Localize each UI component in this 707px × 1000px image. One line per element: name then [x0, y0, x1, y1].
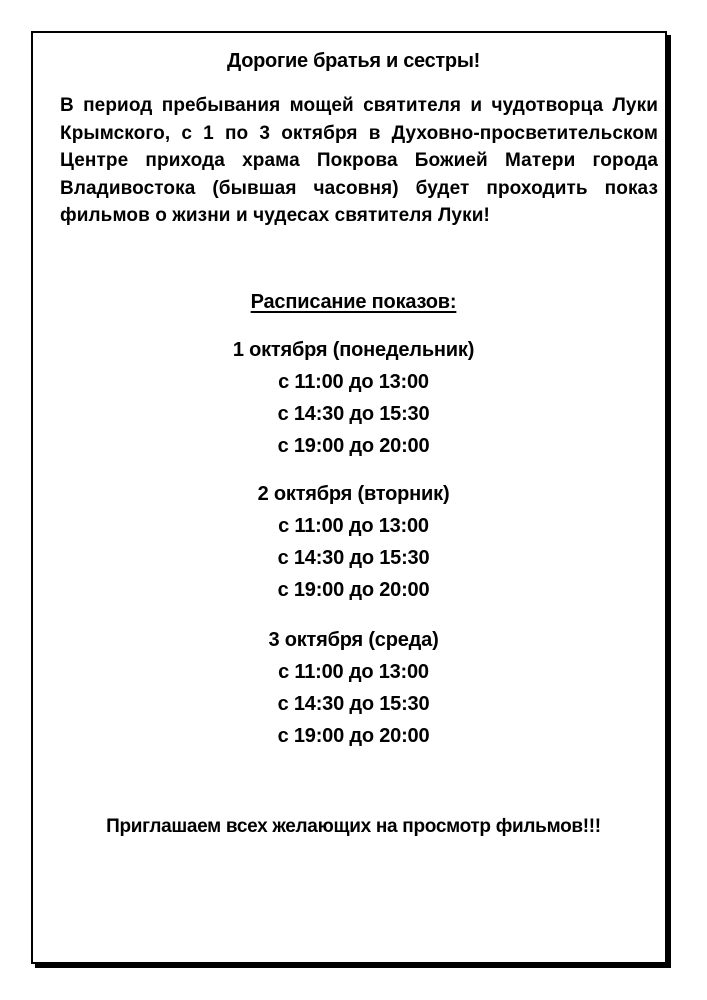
- time-slot: с 19:00 до 20:00: [277, 435, 430, 457]
- time-slot: с 11:00 до 13:00: [278, 661, 429, 683]
- day-date: 3 октября (среда): [268, 629, 439, 651]
- intro-paragraph: В период пребывания мощей святителя и чудотворца Луки Крымского, с 1 по 3 октября в Духовно-просветительском Центре прихода храма Покрова Божией Матери города Владивостока (бывшая часовня) будет проходить показ фильмов о жизни и чудесах святителя Луки!: [60, 95, 658, 226]
- time-slot: с 11:00 до 13:00: [278, 371, 429, 393]
- time-slot: с 19:00 до 20:00: [277, 579, 430, 601]
- schedule-day-2: [0, 478, 707, 606]
- day-date: 1 октября (понедельник): [232, 339, 475, 361]
- invitation-text: Приглашаем всех желающих на просмотр фильмов!!!: [106, 816, 601, 837]
- time-slot: с 19:00 до 20:00: [277, 725, 430, 747]
- time-slot: с 14:30 до 15:30: [277, 693, 430, 715]
- schedule-day-1: [0, 334, 707, 462]
- time-slot: с 14:30 до 15:30: [277, 403, 430, 425]
- schedule-title: Расписание показов:: [250, 291, 457, 313]
- time-slot: с 14:30 до 15:30: [277, 547, 430, 569]
- schedule-day-3: [0, 624, 707, 752]
- greeting-heading: Дорогие братья и сестры!: [227, 50, 480, 72]
- day-date: 2 октября (вторник): [257, 483, 450, 505]
- time-slot: с 11:00 до 13:00: [278, 515, 429, 537]
